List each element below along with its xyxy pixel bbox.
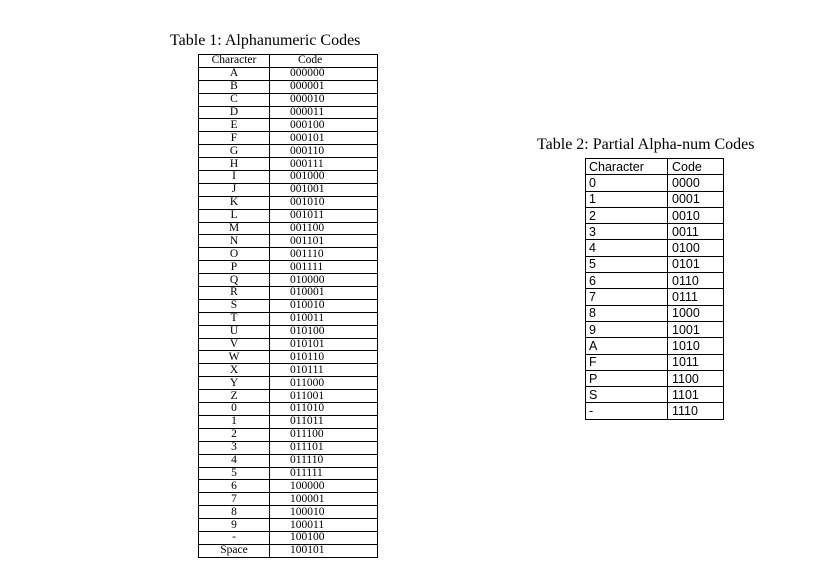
code-cell: 011111 — [270, 467, 378, 480]
code-cell: 010011 — [270, 312, 378, 325]
table-row — [199, 261, 378, 274]
table-row — [199, 377, 378, 390]
code-cell: 0110 — [668, 273, 724, 289]
table-row — [586, 175, 724, 191]
table-row — [586, 403, 724, 419]
table-row — [199, 80, 378, 93]
character-cell: 6 — [586, 273, 668, 289]
table-row — [199, 67, 378, 80]
table-row — [199, 403, 378, 416]
code-cell: 1010 — [668, 338, 724, 354]
character-cell: W — [199, 351, 270, 364]
table-row — [586, 289, 724, 305]
code-cell: 001110 — [270, 248, 378, 261]
table-row — [199, 415, 378, 428]
character-cell: - — [199, 531, 270, 544]
character-cell: H — [199, 158, 270, 171]
character-cell: 5 — [586, 256, 668, 272]
character-cell: 3 — [586, 224, 668, 240]
code-cell: 010001 — [270, 287, 378, 300]
code-cell: 100101 — [270, 544, 378, 557]
code-cell: 001010 — [270, 196, 378, 209]
character-cell: 6 — [199, 480, 270, 493]
character-cell: A — [586, 338, 668, 354]
code-cell: 011110 — [270, 454, 378, 467]
code-cell: 001001 — [270, 183, 378, 196]
code-cell: 1110 — [668, 403, 724, 419]
code-cell: 1000 — [668, 305, 724, 321]
code-cell: 100001 — [270, 493, 378, 506]
table-row — [199, 506, 378, 519]
character-cell: 4 — [199, 454, 270, 467]
character-cell: R — [199, 287, 270, 300]
table-row — [199, 544, 378, 557]
character-cell: O — [199, 248, 270, 261]
table-row — [199, 93, 378, 106]
character-cell: Space — [199, 544, 270, 557]
alphanumeric-codes-table-block — [170, 32, 378, 558]
table-row — [586, 273, 724, 289]
table-row — [199, 145, 378, 158]
table-row — [586, 256, 724, 272]
character-cell: 9 — [199, 519, 270, 532]
code-cell: 1011 — [668, 354, 724, 370]
code-cell: 000111 — [270, 158, 378, 171]
table-row — [586, 387, 724, 403]
character-cell: L — [199, 209, 270, 222]
character-cell: G — [199, 145, 270, 158]
table-row — [199, 493, 378, 506]
character-cell: 1 — [586, 191, 668, 207]
character-cell: K — [199, 196, 270, 209]
character-cell: Z — [199, 390, 270, 403]
table1-body — [199, 67, 378, 557]
table-row — [199, 196, 378, 209]
character-cell: S — [199, 299, 270, 312]
table-row — [199, 428, 378, 441]
character-cell: 0 — [199, 403, 270, 416]
character-cell: B — [199, 80, 270, 93]
code-cell: 000011 — [270, 106, 378, 119]
character-cell: Y — [199, 377, 270, 390]
table-row — [199, 480, 378, 493]
code-cell: 001000 — [270, 171, 378, 184]
character-cell: 4 — [586, 240, 668, 256]
character-cell: J — [199, 183, 270, 196]
table-row — [199, 531, 378, 544]
character-cell: P — [199, 261, 270, 274]
character-cell: X — [199, 364, 270, 377]
character-cell: 1 — [199, 415, 270, 428]
table-row — [586, 224, 724, 240]
table-row — [586, 370, 724, 386]
code-cell: 000101 — [270, 132, 378, 145]
alphanumeric-codes-table — [198, 54, 378, 558]
partial-alphanum-codes-table — [585, 158, 724, 420]
table-row — [199, 274, 378, 287]
character-cell: 8 — [199, 506, 270, 519]
code-cell: 010111 — [270, 364, 378, 377]
code-cell: 1101 — [668, 387, 724, 403]
table-row — [586, 354, 724, 370]
table-row — [586, 338, 724, 354]
code-cell: 011001 — [270, 390, 378, 403]
code-cell: 011000 — [270, 377, 378, 390]
character-cell: T — [199, 312, 270, 325]
table-row — [199, 106, 378, 119]
character-cell: A — [199, 67, 270, 80]
code-cell: 100000 — [270, 480, 378, 493]
code-cell: 010110 — [270, 351, 378, 364]
code-cell: 001101 — [270, 235, 378, 248]
character-cell: Q — [199, 274, 270, 287]
character-cell: C — [199, 93, 270, 106]
character-cell: 8 — [586, 305, 668, 321]
table2-body — [586, 175, 724, 419]
code-cell: 010100 — [270, 325, 378, 338]
table2-header-row — [586, 159, 724, 175]
table1-header-row — [199, 55, 378, 68]
code-cell: 1001 — [668, 321, 724, 337]
table-row — [199, 325, 378, 338]
table-row — [199, 441, 378, 454]
table-row — [199, 299, 378, 312]
character-cell: I — [199, 171, 270, 184]
table-row — [199, 248, 378, 261]
table-row — [199, 338, 378, 351]
table-row — [586, 240, 724, 256]
character-cell: - — [586, 403, 668, 419]
character-cell: V — [199, 338, 270, 351]
table-row — [199, 183, 378, 196]
code-cell: 011010 — [270, 403, 378, 416]
character-cell: P — [586, 370, 668, 386]
table-row — [199, 132, 378, 145]
code-cell: 100010 — [270, 506, 378, 519]
code-cell: 0101 — [668, 256, 724, 272]
table2-header-character: Character — [586, 159, 668, 175]
table-row — [199, 235, 378, 248]
code-cell: 0000 — [668, 175, 724, 191]
character-cell: F — [199, 132, 270, 145]
character-cell: 0 — [586, 175, 668, 191]
character-cell: M — [199, 222, 270, 235]
code-cell: 000000 — [270, 67, 378, 80]
table-row — [199, 467, 378, 480]
code-cell: 001111 — [270, 261, 378, 274]
table-row — [199, 390, 378, 403]
code-cell: 001100 — [270, 222, 378, 235]
table1-header-code: Code — [270, 55, 378, 68]
table-row — [199, 351, 378, 364]
code-cell: 000100 — [270, 119, 378, 132]
table1-header-character: Character — [199, 55, 270, 68]
code-cell: 010000 — [270, 274, 378, 287]
table-row — [199, 454, 378, 467]
code-cell: 011101 — [270, 441, 378, 454]
character-cell: F — [586, 354, 668, 370]
table-row — [199, 287, 378, 300]
code-cell: 1100 — [668, 370, 724, 386]
table2-header-code: Code — [668, 159, 724, 175]
code-cell: 0010 — [668, 207, 724, 223]
code-cell: 100100 — [270, 531, 378, 544]
table-row — [586, 305, 724, 321]
table-row — [199, 312, 378, 325]
table-row — [199, 222, 378, 235]
character-cell: U — [199, 325, 270, 338]
character-cell: S — [586, 387, 668, 403]
code-cell: 011011 — [270, 415, 378, 428]
code-cell: 0001 — [668, 191, 724, 207]
code-cell: 010010 — [270, 299, 378, 312]
code-cell: 0111 — [668, 289, 724, 305]
code-cell: 100011 — [270, 519, 378, 532]
code-cell: 0100 — [668, 240, 724, 256]
character-cell: N — [199, 235, 270, 248]
character-cell: D — [199, 106, 270, 119]
table2-caption: Table 2: Partial Alpha-num Codes — [537, 136, 755, 153]
code-cell: 010101 — [270, 338, 378, 351]
table-row — [586, 321, 724, 337]
table-row — [199, 171, 378, 184]
table-row — [586, 207, 724, 223]
table-row — [586, 191, 724, 207]
character-cell: 2 — [586, 207, 668, 223]
character-cell: 3 — [199, 441, 270, 454]
table-row — [199, 158, 378, 171]
code-cell: 011100 — [270, 428, 378, 441]
character-cell: 2 — [199, 428, 270, 441]
character-cell: 9 — [586, 321, 668, 337]
table1-caption: Table 1: Alphanumeric Codes — [170, 32, 361, 49]
table-row — [199, 209, 378, 222]
table-row — [199, 364, 378, 377]
table-row — [199, 119, 378, 132]
character-cell: 7 — [199, 493, 270, 506]
table-row — [199, 519, 378, 532]
code-cell: 000110 — [270, 145, 378, 158]
code-cell: 000010 — [270, 93, 378, 106]
code-cell: 0011 — [668, 224, 724, 240]
character-cell: 5 — [199, 467, 270, 480]
partial-alphanum-codes-table-block — [537, 136, 755, 420]
character-cell: E — [199, 119, 270, 132]
code-cell: 001011 — [270, 209, 378, 222]
character-cell: 7 — [586, 289, 668, 305]
code-cell: 000001 — [270, 80, 378, 93]
